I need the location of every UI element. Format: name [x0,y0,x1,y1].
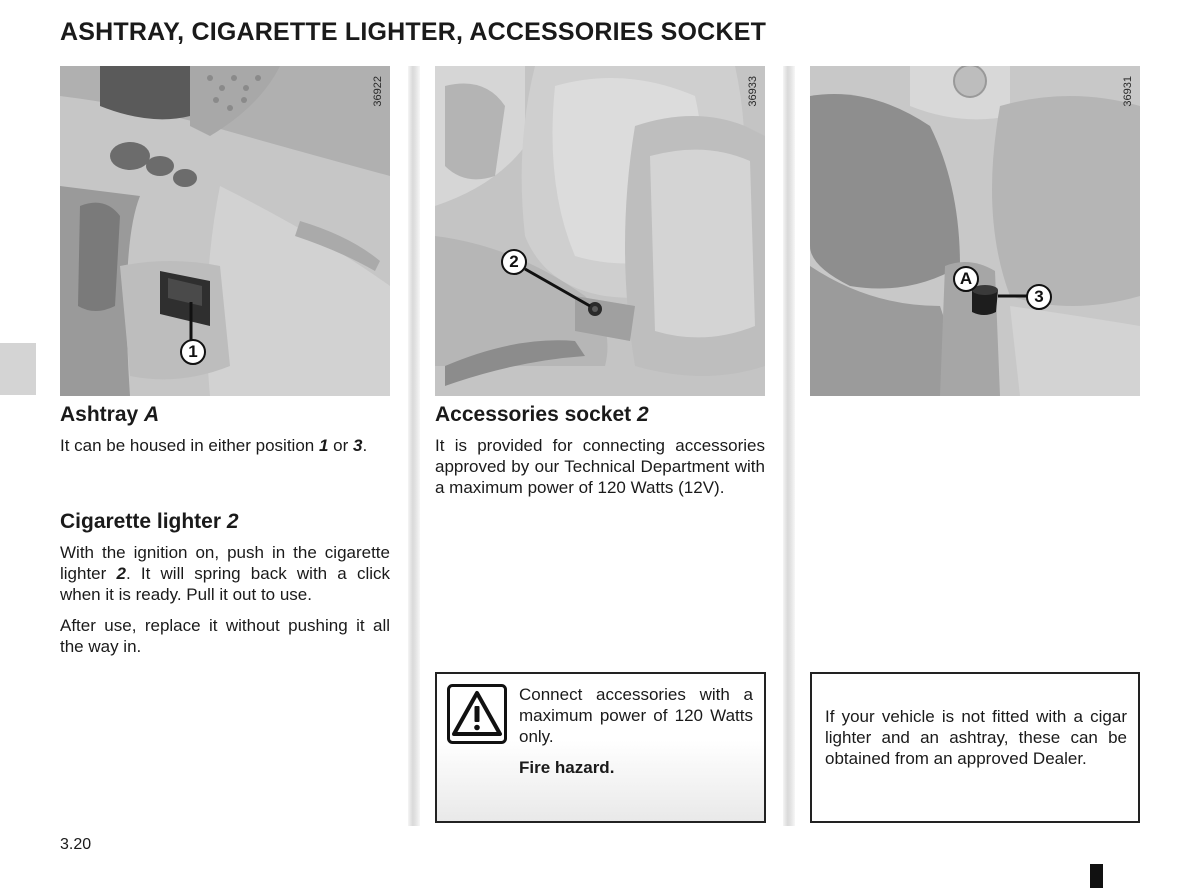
warning-box [435,672,766,823]
callout-2: 2 [501,249,527,275]
chapter-tab [0,343,36,395]
callout-1: 1 [180,339,206,365]
figure-code: 36922 [372,76,384,107]
callout-3: 3 [1026,284,1052,310]
cigarette-lighter-heading: Cigarette lighter 2 [60,510,239,533]
figure-ashtray-position-3 [810,66,1140,396]
figure-ashtray-3-illustration [810,66,1140,396]
page-title: ASHTRAY, CIGARETTE LIGHTER, ACCESSORIES SOCKET [60,18,767,46]
figure-code: 36933 [747,76,759,107]
ashtray-text: It can be housed in either position 1 or 3. [60,436,368,455]
warning-text: Connect accessories with a maximum power of 120 Watts only. [519,685,753,746]
info-box [810,672,1140,823]
page-number: 3.20 [60,836,92,853]
figure-socket-illustration [435,66,765,396]
warning-triangle-icon [447,684,507,744]
section-end-mark [1090,864,1103,888]
figure-ashtray [60,66,390,396]
warning-fire-hazard: Fire hazard. [519,758,615,777]
column-divider-right [783,66,795,826]
figure-code: 36931 [1122,76,1134,107]
accessories-socket-text: It is provided for connecting accessories approved by our Technical Department with a maximum power of 120 Watts (12V). [435,436,765,497]
info-text: If your vehicle is not fitted with a cigar lighter and an ashtray, these can be obtained from an approved Dealer. [825,707,1127,768]
column-divider-left [408,66,420,826]
cigarette-lighter-text: With the ignition on, push in the cigarette lighter 2. It will spring back with a click when it is ready. Pull it out to use. [60,543,390,604]
accessories-socket-heading: Accessories socket 2 [435,403,649,426]
figure-accessories-socket [435,66,765,396]
ashtray-heading: Ashtray A [60,403,160,426]
figure-ashtray-illustration [60,66,390,396]
callout-a: A [953,266,979,292]
after-use-text: After use, replace it without pushing it all the way in. [60,616,390,656]
